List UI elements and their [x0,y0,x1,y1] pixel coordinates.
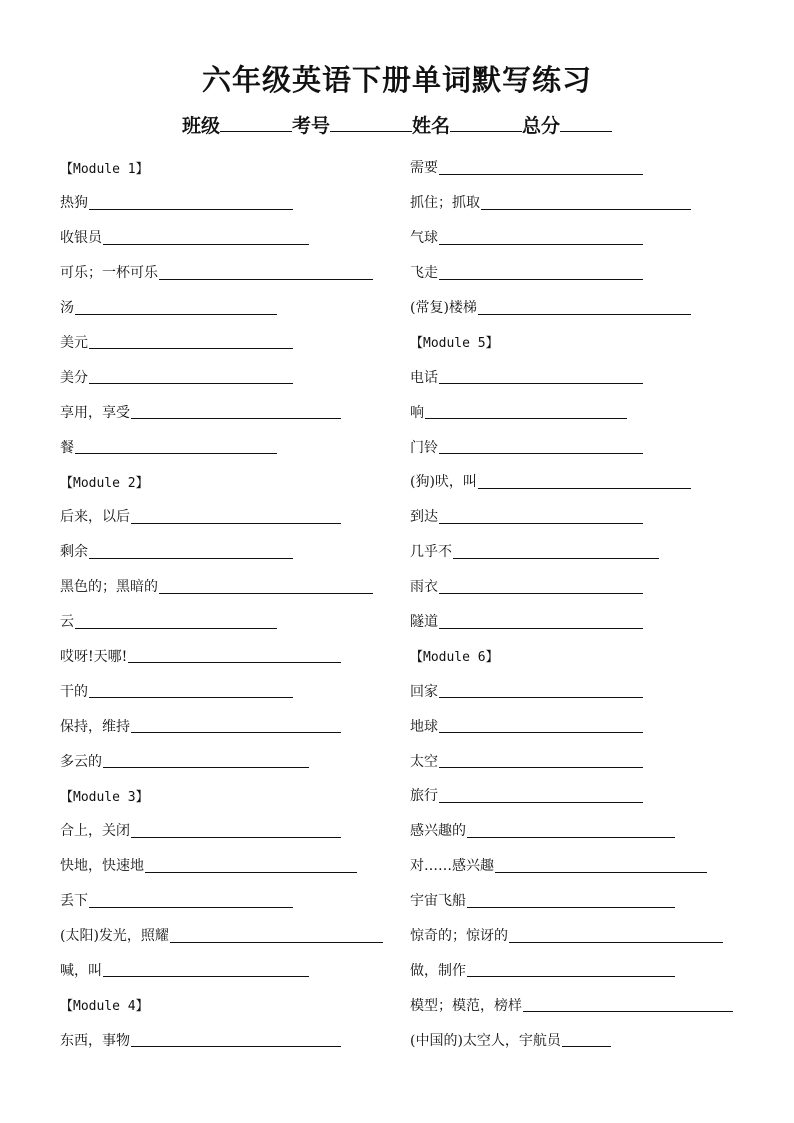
vocab-item [410,290,733,325]
answer-blank[interactable] [439,160,643,175]
answer-blank[interactable] [89,893,293,908]
answer-blank[interactable] [439,614,643,629]
answer-blank[interactable] [495,858,707,873]
answer-blank[interactable] [439,509,643,524]
module-heading [60,778,383,813]
answer-blank[interactable] [89,195,293,210]
module-heading-label: 【Module 2】 [60,475,149,491]
answer-blank[interactable] [523,997,733,1012]
answer-blank[interactable] [131,404,341,419]
answer-blank[interactable] [89,334,293,349]
vocab-item-label: 地球 [410,718,438,735]
class-blank[interactable] [220,113,292,132]
vocab-item-label: 享用，享受 [60,404,130,421]
vocab-item-label: 后来，以后 [60,509,130,526]
vocab-item [410,1022,733,1057]
vocab-item [60,359,383,394]
name-label: 姓名 [412,115,451,137]
vocab-item-label: 黑色的；黑暗的 [60,579,158,596]
vocab-item [410,604,733,639]
answer-blank[interactable] [89,683,293,698]
module-heading [410,638,733,673]
vocab-item [60,499,383,534]
left-column [60,150,383,1057]
vocab-item [410,534,733,569]
vocab-item [410,255,733,290]
vocab-item [60,290,383,325]
vocab-item-label: 保持，维持 [60,718,130,735]
module-heading [410,324,733,359]
vocab-item [60,638,383,673]
answer-blank[interactable] [159,265,373,280]
vocab-item [410,708,733,743]
vocab-item-label: (太阳)发光，照耀 [60,928,169,945]
answer-blank[interactable] [467,893,675,908]
vocab-item-label: 剩余 [60,544,88,561]
vocab-item-label: 门铃 [410,439,438,456]
vocab-item-label: 做，制作 [410,962,466,979]
answer-blank[interactable] [467,823,675,838]
answer-blank[interactable] [562,1032,611,1047]
vocab-item-label: 云 [60,614,74,631]
vocab-item-label: 美分 [60,369,88,386]
exam-no-label: 考号 [291,115,330,137]
student-info-header [0,111,794,138]
vocab-item [410,778,733,813]
vocab-item [60,324,383,359]
vocab-item-label: 太空 [410,753,438,770]
vocab-item [60,743,383,778]
vocab-item [410,743,733,778]
vocab-item-label: 抓住；抓取 [410,195,480,212]
vocab-item [60,918,383,953]
answer-blank[interactable] [439,369,643,384]
vocab-item [410,499,733,534]
vocab-item-label: 响 [410,404,424,421]
answer-blank[interactable] [170,928,383,943]
vocab-item [410,429,733,464]
vocab-item [60,255,383,290]
vocab-item-label: 雨衣 [410,579,438,596]
vocab-item [60,604,383,639]
score-label: 总分 [522,115,561,137]
vocab-item [410,848,733,883]
right-column [410,150,733,1057]
score-blank[interactable] [560,113,612,132]
vocab-item-label: 宇宙飞船 [410,893,466,910]
answer-blank[interactable] [439,579,643,594]
answer-blank[interactable] [425,404,627,419]
module-heading-label: 【Module 3】 [60,789,149,805]
vocab-item-label: 餐 [60,439,74,456]
answer-blank[interactable] [478,474,691,489]
vocab-item [60,185,383,220]
answer-blank[interactable] [481,195,691,210]
answer-blank[interactable] [75,439,277,454]
answer-blank[interactable] [145,858,357,873]
vocab-item [60,848,383,883]
name-blank[interactable] [450,113,522,132]
module-heading [60,150,383,185]
answer-blank[interactable] [159,579,373,594]
vocab-item [60,220,383,255]
module-heading-label: 【Module 6】 [410,650,499,666]
vocab-item [60,883,383,918]
vocab-item-label: 快地，快速地 [60,858,144,875]
vocab-item-label: 丢下 [60,893,88,910]
answer-blank[interactable] [439,439,643,454]
vocab-item [60,952,383,987]
answer-blank[interactable] [509,928,723,943]
module-heading-label: 【Module 1】 [60,161,149,177]
answer-blank[interactable] [439,683,643,698]
answer-blank[interactable] [75,614,277,629]
answer-blank[interactable] [89,369,293,384]
answer-blank[interactable] [439,265,643,280]
vocab-item [410,813,733,848]
vocab-item [410,569,733,604]
vocab-item-label: 气球 [410,230,438,247]
vocab-item-label: 惊奇的；惊讶的 [410,928,508,945]
vocab-item-label: 东西，事物 [60,1032,130,1049]
vocab-item [60,569,383,604]
vocab-item [410,918,733,953]
vocab-item [410,185,733,220]
answer-blank[interactable] [103,230,309,245]
vocab-item [410,220,733,255]
answer-blank[interactable] [131,1032,341,1047]
vocab-item-label: 多云的 [60,753,102,770]
vocab-item-label: 喊，叫 [60,962,102,979]
vocab-item [60,813,383,848]
vocab-item-label: 汤 [60,300,74,316]
vocab-item-label: 模型；模范，榜样 [410,997,522,1014]
vocab-item [60,708,383,743]
vocab-item-label: 感兴趣的 [410,823,466,840]
answer-blank[interactable] [478,300,691,315]
answer-blank[interactable] [439,718,643,733]
vocab-item [410,150,733,185]
vocab-item [410,952,733,987]
vocab-item [410,464,733,499]
vocab-item [60,1022,383,1057]
exam-no-blank[interactable] [330,113,412,132]
answer-blank[interactable] [131,718,341,733]
vocab-item [410,883,733,918]
vocab-item-label: 电话 [410,369,438,386]
page-title: 六年级英语下册单词默写练习 [201,63,592,97]
vocab-item-label: 到达 [410,509,438,526]
vocab-item-label: 美元 [60,334,88,351]
vocab-item-label: (常复)楼梯 [410,300,477,316]
answer-blank[interactable] [128,648,341,663]
answer-blank[interactable] [75,300,277,315]
vocab-item [410,987,733,1022]
module-heading-label: 【Module 5】 [410,336,499,352]
class-label: 班级 [181,115,220,137]
vocab-item [410,673,733,708]
vocab-item-label: 哎呀!天哪! [60,648,128,665]
vocab-item-label: 收银员 [60,230,102,247]
vocab-item-label: 合上，关闭 [60,823,130,840]
vocab-item [410,394,733,429]
vocab-item-label: 隧道 [410,614,438,631]
answer-blank[interactable] [89,544,293,559]
vocab-item [410,359,733,394]
vocab-item-label: 飞走 [410,265,438,282]
answer-blank[interactable] [467,962,675,977]
answer-blank[interactable] [131,509,341,524]
vocab-item-label: 对……感兴趣 [410,858,494,875]
vocab-item-label: 可乐；一杯可乐 [60,265,158,282]
answer-blank[interactable] [453,544,659,559]
vocab-item-label: 几乎不 [410,544,452,561]
answer-blank[interactable] [103,753,309,768]
answer-blank[interactable] [439,230,643,245]
answer-blank[interactable] [439,753,643,768]
module-heading [60,987,383,1022]
module-heading [60,464,383,499]
vocab-item-label: 回家 [410,683,438,700]
module-heading-label: 【Module 4】 [60,999,149,1015]
vocab-item-label: (中国的)太空人，宇航员 [410,1032,561,1049]
vocab-item-label: 干的 [60,683,88,700]
vocab-item [60,429,383,464]
vocab-item-label: (狗)吠，叫 [410,474,477,491]
answer-blank[interactable] [103,962,309,977]
answer-blank[interactable] [131,823,341,838]
vocab-item-label: 热狗 [60,195,88,212]
vocab-item [60,534,383,569]
vocab-item-label: 需要 [410,160,438,177]
vocab-item-label: 旅行 [410,788,438,805]
vocab-item [60,394,383,429]
vocab-item [60,673,383,708]
answer-blank[interactable] [439,788,643,803]
